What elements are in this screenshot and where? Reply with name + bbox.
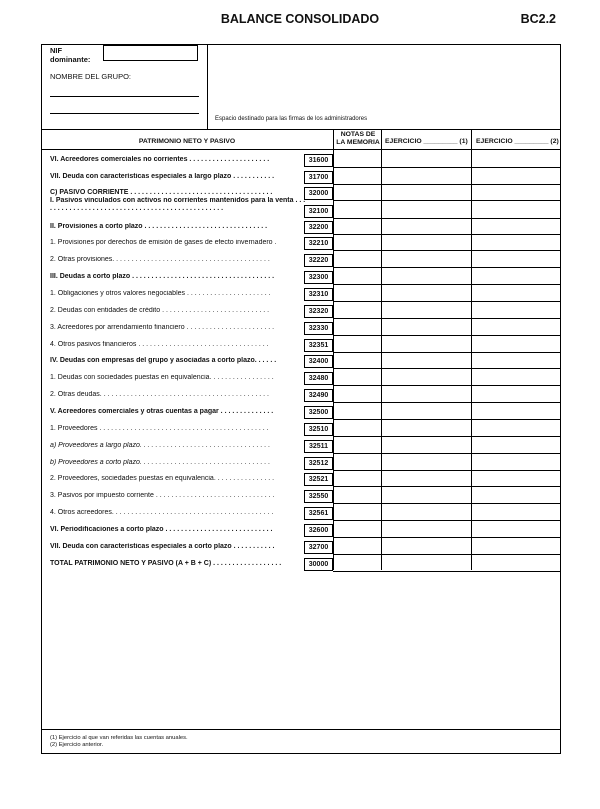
input-cell-notas[interactable] [333,406,381,419]
input-cell-ejercicio-2[interactable] [471,305,561,318]
input-cell-notas[interactable] [333,423,381,436]
row-label: 3. Acreedores por arrendamiento financiero . . . . . . . . . . . . . . . . . . . . . . . [50,324,275,331]
input-cell-ejercicio-1[interactable] [381,197,471,218]
row-code: 32480 [304,372,333,385]
input-cell-notas[interactable] [333,541,381,554]
row-underline [333,419,561,420]
row-label: 4. Otros pasivos financieros . . . . . . . . . . . . . . . . . . . . . . . . . . . . . . . . . . [50,341,269,348]
input-cell-notas[interactable] [333,254,381,267]
row-code: 32320 [304,305,333,318]
row-label: 2. Otras provisiones. . . . . . . . . . . . . . . . . . . . . . . . . . . . . . . . . . . . . . . . . [50,256,270,263]
input-cell-ejercicio-1[interactable] [381,305,471,318]
table-header-line [41,149,561,150]
row-code: 32200 [304,221,333,234]
table-row [41,389,561,403]
input-cell-notas[interactable] [333,457,381,470]
input-cell-notas[interactable] [333,271,381,284]
table-row [41,490,561,504]
header-divider [207,44,208,129]
input-cell-ejercicio-1[interactable] [381,423,471,436]
nif-label-line1: NIF [50,46,63,55]
row-underline [333,352,561,353]
row-label: 1. Proveedores . . . . . . . . . . . . . . . . . . . . . . . . . . . . . . . . . . . . . . . . . . . . [50,425,269,432]
row-label: TOTAL PATRIMONIO NETO Y PASIVO (A + B + C) . . . . . . . . . . . . . . . . . . [50,560,282,567]
row-label: VI. Acreedores comerciales no corrientes . . . . . . . . . . . . . . . . . . . . . [50,156,270,163]
input-cell-ejercicio-2[interactable] [471,490,561,503]
signature-area-note: Espacio destinado para las firmas de los administradores [215,116,368,122]
table-row [41,339,561,353]
input-cell-ejercicio-1[interactable] [381,271,471,284]
input-cell-ejercicio-1[interactable] [381,221,471,234]
table-row [41,271,561,285]
row-underline [333,571,561,572]
row-underline [333,284,561,285]
table-row [41,406,561,420]
input-cell-ejercicio-1[interactable] [381,490,471,503]
input-cell-ejercicio-1[interactable] [381,457,471,470]
row-code: 32550 [304,490,333,503]
row-code: 31700 [304,171,333,184]
input-cell-ejercicio-1[interactable] [381,355,471,368]
row-underline [333,267,561,268]
input-cell-ejercicio-2[interactable] [471,440,561,453]
input-cell-notas[interactable] [333,355,381,368]
row-code: 32700 [304,541,333,554]
input-cell-notas[interactable] [333,305,381,318]
row-code: 32310 [304,288,333,301]
header-ejercicio-2: EJERCICIO _________ (2) [476,138,559,145]
row-code: 32100 [304,205,333,218]
row-code: 32521 [304,473,333,486]
input-cell-ejercicio-2[interactable] [471,288,561,301]
group-name-label: NOMBRE DEL GRUPO: [50,72,131,81]
input-cell-ejercicio-1[interactable] [381,541,471,554]
input-cell-ejercicio-2[interactable] [471,171,561,184]
row-code: 32512 [304,457,333,470]
input-cell-ejercicio-1[interactable] [381,558,471,571]
row-label: III. Deudas a corto plazo . . . . . . . . . . . . . . . . . . . . . . . . . . . . . . . . . . . . . [50,273,275,280]
row-label: C) PASIVO CORRIENTE . . . . . . . . . . . . . . . . . . . . . . . . . . . . . . . . . . . . . [50,189,273,196]
row-underline [333,402,561,403]
row-underline [333,520,561,521]
input-cell-ejercicio-2[interactable] [471,372,561,385]
input-cell-ejercicio-1[interactable] [381,254,471,267]
input-cell-ejercicio-2[interactable] [471,389,561,402]
input-cell-ejercicio-1[interactable] [381,389,471,402]
row-underline [333,234,561,235]
row-code: 32561 [304,507,333,520]
input-cell-ejercicio-1[interactable] [381,473,471,486]
row-underline [333,184,561,185]
footnote-1: (1) Ejercicio al que van referidas las cuentas anuales. [50,735,188,741]
row-code: 32351 [304,339,333,352]
input-cell-notas[interactable] [333,221,381,234]
input-cell-ejercicio-2[interactable] [471,355,561,368]
footnote-2: (2) Ejercicio anterior. [50,742,104,748]
input-cell-ejercicio-2[interactable] [471,457,561,470]
header-ejercicio-1: EJERCICIO _________ (1) [385,138,468,145]
row-underline [333,218,561,219]
input-cell-ejercicio-2[interactable] [471,221,561,234]
row-underline [333,503,561,504]
table-row [41,221,561,235]
table-row [41,288,561,302]
input-cell-ejercicio-1[interactable] [381,507,471,520]
row-label: IV. Deudas con empresas del grupo y asociadas a corto plazo. . . . . . [50,357,277,364]
nif-label [50,46,90,64]
row-code: 32220 [304,254,333,267]
row-underline [333,385,561,386]
input-cell-ejercicio-2[interactable] [471,197,561,218]
input-cell-notas[interactable] [333,389,381,402]
footnote-divider [41,729,561,730]
row-label: a) Proveedores a largo plazo. . . . . . . . . . . . . . . . . . . . . . . . . . . . . . . . . . [50,442,271,449]
input-cell-ejercicio-1[interactable] [381,288,471,301]
input-cell-notas[interactable] [333,288,381,301]
input-cell-ejercicio-2[interactable] [471,254,561,267]
table-row [41,154,561,168]
input-cell-ejercicio-2[interactable] [471,507,561,520]
header-notas-memoria [334,131,382,147]
row-code: 32600 [304,524,333,537]
table-row [41,524,561,538]
row-code: 32511 [304,440,333,453]
row-underline [333,537,561,538]
table-row [41,237,561,251]
input-cell-notas[interactable] [333,237,381,250]
row-code: 32400 [304,355,333,368]
table-row [41,507,561,521]
input-cell-ejercicio-2[interactable] [471,473,561,486]
form-title: BALANCE CONSOLIDADO [220,12,380,26]
table-row [41,423,561,437]
input-cell-ejercicio-2[interactable] [471,322,561,335]
row-underline [333,167,561,168]
input-cell-ejercicio-1[interactable] [381,322,471,335]
input-cell-notas[interactable] [333,473,381,486]
input-cell-ejercicio-2[interactable] [471,524,561,537]
input-cell-ejercicio-2[interactable] [471,558,561,571]
nif-label-line2: dominante: [50,55,91,64]
row-code: 30000 [304,558,333,571]
input-cell-ejercicio-2[interactable] [471,423,561,436]
row-code: 32500 [304,406,333,419]
table-row [41,305,561,319]
input-cell-notas[interactable] [333,558,381,571]
form-code: BC2.2 [520,12,556,26]
group-name-line-2[interactable] [50,113,199,114]
row-label: 1. Obligaciones y otros valores negociables . . . . . . . . . . . . . . . . . . . . . . [50,290,271,297]
row-underline [333,470,561,471]
input-cell-ejercicio-1[interactable] [381,171,471,184]
input-cell-notas[interactable] [333,372,381,385]
row-label: VII. Deuda con características especiales a largo plazo . . . . . . . . . . . [50,173,275,180]
table-row [41,355,561,369]
table-row [41,171,561,185]
input-cell-ejercicio-2[interactable] [471,406,561,419]
row-underline [333,486,561,487]
input-cell-ejercicio-1[interactable] [381,406,471,419]
table-row [41,457,561,471]
input-cell-ejercicio-1[interactable] [381,237,471,250]
input-cell-notas[interactable] [333,440,381,453]
row-underline [333,335,561,336]
header-bottom-line [41,129,561,130]
header-patrimonio-neto-pasivo: PATRIMONIO NETO Y PASIVO [138,138,236,145]
input-cell-ejercicio-2[interactable] [471,154,561,167]
row-label: 2. Deudas con entidades de crédito . . . . . . . . . . . . . . . . . . . . . . . . . . . . [50,307,270,314]
table-row [41,372,561,386]
input-cell-notas[interactable] [333,339,381,352]
nif-input[interactable] [103,45,198,61]
row-code: 32210 [304,237,333,250]
input-cell-ejercicio-1[interactable] [381,339,471,352]
row-label: 1. Provisiones por derechos de emisión de gases de efecto invernadero . [50,239,277,246]
input-cell-notas[interactable] [333,171,381,184]
row-label: 1. Deudas con sociedades puestas en equivalencia. . . . . . . . . . . . . . . . . [50,374,274,381]
row-underline [333,301,561,302]
input-cell-ejercicio-1[interactable] [381,372,471,385]
input-cell-ejercicio-2[interactable] [471,541,561,554]
table-row [41,197,561,219]
input-cell-ejercicio-2[interactable] [471,237,561,250]
table-row [41,254,561,268]
row-underline [333,368,561,369]
row-label: b) Proveedores a corto plazo. . . . . . . . . . . . . . . . . . . . . . . . . . . . . . . . . . [50,459,271,466]
row-underline [333,554,561,555]
row-label: I. Pasivos vinculados con activos no corrientes mantenidos para la venta . . . . . . . . . . . . . . . . . . . . . . . . . . . . . . . . . . . . . . . . . . . . . . . . [50,197,306,212]
input-cell-ejercicio-2[interactable] [471,271,561,284]
table-row [41,440,561,454]
table-row [41,558,561,572]
group-name-line-1[interactable] [50,96,199,97]
input-cell-ejercicio-1[interactable] [381,524,471,537]
input-cell-notas[interactable] [333,322,381,335]
row-code: 32000 [304,187,333,200]
row-label: II. Provisiones a corto plazo . . . . . . . . . . . . . . . . . . . . . . . . . . . . . . . . [50,223,268,230]
row-code: 32510 [304,423,333,436]
row-underline [333,453,561,454]
row-code: 32490 [304,389,333,402]
row-underline [333,436,561,437]
row-label: 3. Pasivos por impuesto corriente . . . . . . . . . . . . . . . . . . . . . . . . . . . . . . . [50,492,275,499]
input-cell-notas[interactable] [333,197,381,218]
row-code: 32300 [304,271,333,284]
row-label: 2. Proveedores, sociedades puestas en equivalencia. . . . . . . . . . . . . . . . [50,475,275,482]
row-label: V. Acreedores comerciales y otras cuentas a pagar . . . . . . . . . . . . . . [50,408,274,415]
input-cell-notas[interactable] [333,154,381,167]
row-code: 31600 [304,154,333,167]
header-notas-line2: LA MEMORIA [336,139,380,146]
input-cell-notas[interactable] [333,507,381,520]
table-row [41,541,561,555]
table-row [41,473,561,487]
input-cell-ejercicio-1[interactable] [381,154,471,167]
row-label: 4. Otros acreedores. . . . . . . . . . . . . . . . . . . . . . . . . . . . . . . . . . . . . . . . . . [50,509,274,516]
row-label: VII. Deuda con características especiales a corto plazo . . . . . . . . . . . [50,543,275,550]
input-cell-ejercicio-2[interactable] [471,339,561,352]
row-underline [333,318,561,319]
table-row [41,322,561,336]
input-cell-ejercicio-1[interactable] [381,440,471,453]
header-notas-line1: NOTAS DE [340,131,376,138]
input-cell-notas[interactable] [333,490,381,503]
input-cell-notas[interactable] [333,524,381,537]
row-label: VI. Periodificaciones a corto plazo . . . . . . . . . . . . . . . . . . . . . . . . . . . . [50,526,273,533]
row-label: 2. Otras deudas. . . . . . . . . . . . . . . . . . . . . . . . . . . . . . . . . . . . . . . . . . . . [50,391,270,398]
row-underline [333,250,561,251]
row-code: 32330 [304,322,333,335]
